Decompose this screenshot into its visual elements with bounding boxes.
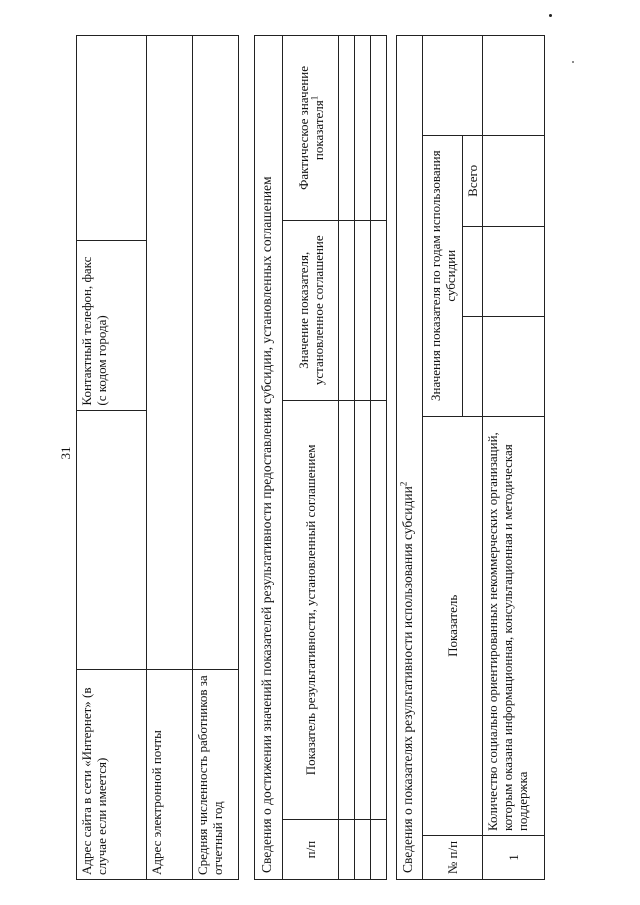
table-cell: Контактный телефон, факс (с кодом города) (77, 240, 147, 410)
header-indicator: Показатель (423, 416, 483, 835)
indicators-caption (396, 35, 422, 880)
header-indicator: Показатель результативности, установленный соглашением (283, 400, 339, 819)
scan-dot (549, 14, 552, 17)
header-planned: Значение показателя, установленное соглашение (283, 220, 339, 400)
table-cell (77, 410, 147, 670)
table-cell: Средняя численность работников за отчетный год (193, 670, 239, 880)
row-num: 1 (483, 836, 545, 880)
header-num: № п/п (423, 836, 483, 880)
table-row (483, 36, 545, 880)
page-number: 31 (58, 446, 73, 460)
indicators-caption-text: Сведения о показателях результативности использования субсидии (400, 486, 415, 873)
header-actual-label: Фактическое значение показателя (295, 65, 326, 190)
footnote-mark: 1 (309, 95, 320, 101)
contacts-table (76, 35, 239, 880)
table-row (371, 36, 387, 880)
table-row (147, 36, 193, 880)
header-year (463, 226, 483, 316)
indicators-table (422, 35, 545, 880)
header-year (463, 316, 483, 416)
table-row (355, 36, 371, 880)
row-indicator: Количество социально ориентированных некоммерческих организаций, которым оказана информационная, консультационная и методическая поддержка (483, 416, 545, 835)
table-cell (77, 36, 147, 241)
header-num: п/п (283, 820, 339, 880)
table-row (193, 36, 239, 880)
header-total: Всего (463, 135, 483, 226)
header-empty (423, 36, 483, 136)
table-cell: Адрес электронной почты (147, 670, 193, 880)
table-cell: Адрес сайта в сети «Интернет» (в случае если имеется) (77, 670, 147, 880)
header-values-group: Значения показателя по годам использования субсидии (423, 135, 463, 416)
table-header-row (283, 36, 339, 880)
footnote-mark: 2 (398, 481, 409, 487)
rotated-page (58, 35, 633, 880)
results-table (282, 35, 387, 880)
table-cell (193, 36, 239, 670)
table-header-row (423, 36, 463, 880)
table-row (339, 36, 355, 880)
table-row (77, 36, 147, 880)
table-cell (147, 36, 193, 670)
results-caption: Сведения о достижении значений показателей результативности предоставления субсидии, установленных соглашением (254, 35, 282, 880)
header-actual (283, 36, 339, 221)
